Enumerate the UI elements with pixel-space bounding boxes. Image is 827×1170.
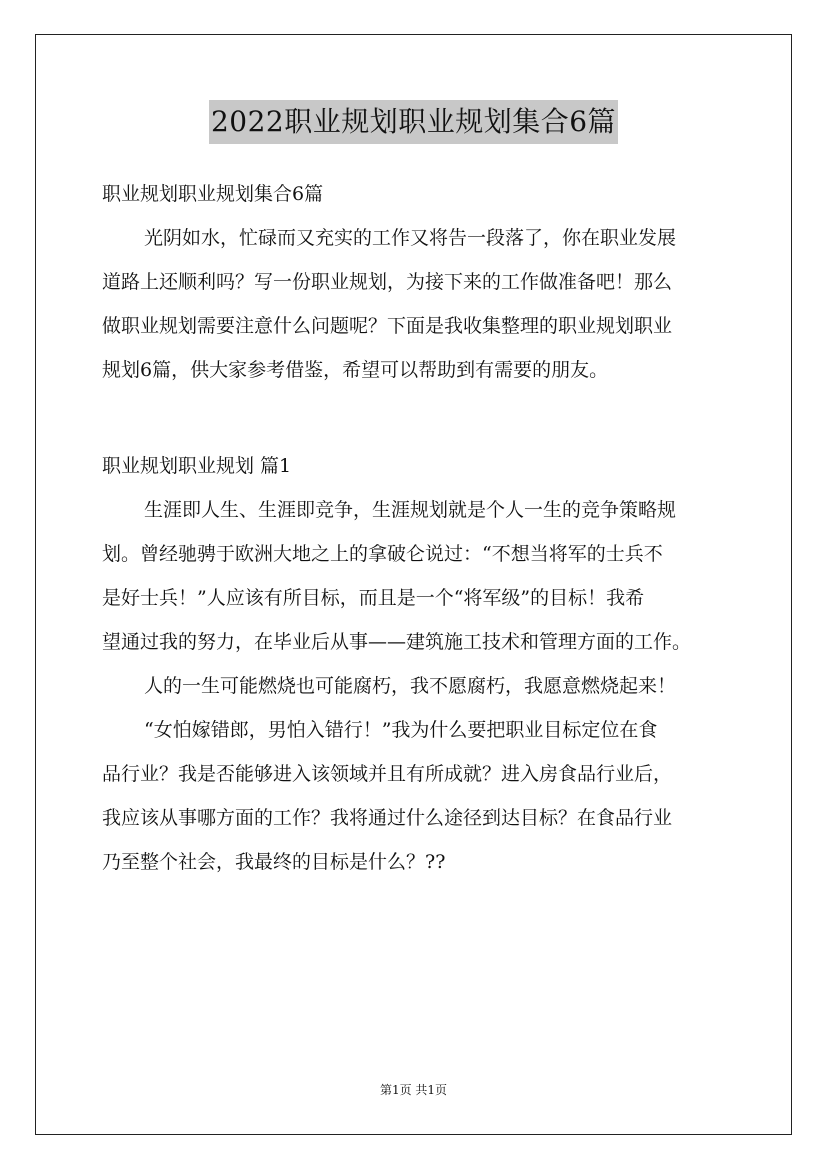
document-subtitle: 职业规划职业规划集合6篇 (102, 183, 324, 205)
paragraph-line: 望通过我的努力，在毕业后从事——建筑施工技术和管理方面的工作。 (102, 631, 692, 653)
paragraph-gap (102, 392, 742, 444)
intro-line: 光阴如水，忙碌而又充实的工作又将告一段落了，你在职业发展 (144, 227, 677, 249)
document-title: 2022职业规划职业规划集合6篇 (209, 100, 618, 144)
document-body (102, 172, 742, 884)
paragraph-line: 品行业？我是否能够进入该领域并且有所成就？进入房食品行业后， (102, 763, 673, 785)
paragraph-line: “女怕嫁错郎，男怕入错行！”我为什么要把职业目标定位在食 (144, 719, 658, 741)
intro-line: 规划6篇，供大家参考借鉴，希望可以帮助到有需要的朋友。 (102, 359, 609, 381)
paragraph-line: 划。曾经驰骋于欧洲大地之上的拿破仑说过：“不想当将军的士兵不 (102, 543, 663, 565)
intro-line: 做职业规划需要注意什么问题呢？下面是我收集整理的职业规划职业 (102, 315, 673, 337)
paragraph-line: 乃至整个社会，我最终的目标是什么？?? (102, 851, 446, 873)
intro-line: 道路上还顺利吗？写一份职业规划，为接下来的工作做准备吧！那么 (102, 271, 673, 293)
page-number-footer: 第1页 共1页 (379, 1083, 448, 1097)
title-container (0, 100, 827, 144)
paragraph-line: 生涯即人生、生涯即竞争，生涯规划就是个人一生的竞争策略规 (144, 499, 677, 521)
paragraph-line: 我应该从事哪方面的工作？我将通过什么途径到达目标？在食品行业 (102, 807, 673, 829)
paragraph-line: 人的一生可能燃烧也可能腐朽，我不愿腐朽，我愿意燃烧起来！ (144, 675, 677, 697)
paragraph-line: 是好士兵！”人应该有所目标，而且是一个“将军级”的目标！我希 (102, 587, 645, 609)
section-heading: 职业规划职业规划 篇1 (102, 455, 292, 477)
